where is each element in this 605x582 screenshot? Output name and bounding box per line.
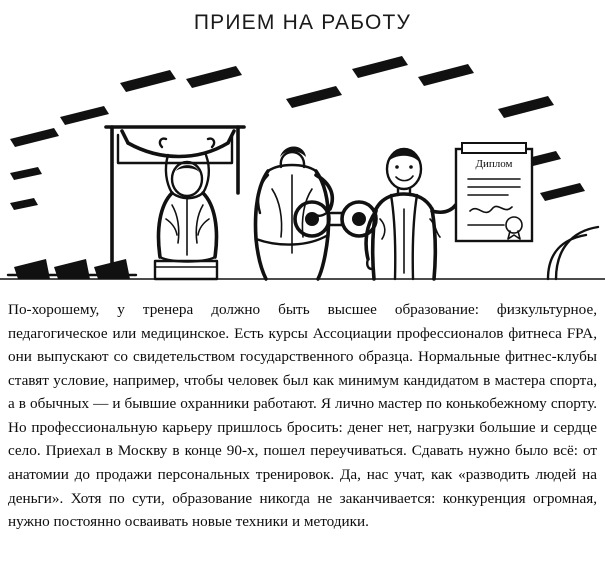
dumbbell — [295, 202, 376, 236]
diploma-label: Диплом — [475, 158, 513, 170]
trainer-with-diploma — [366, 149, 470, 279]
body-paragraph: По-хорошему, у тренера должно быть высшее образование: физкультурное, педагогическое или медицинское. Есть курсы Ассоциации профессионалов фитнеса FPA, они выпускают со свидетельством государственного образца. Нормальные фитнес-клубы ставят условие, например, чтобы человек был как минимум кандидатом в мастера спорта, а в обычных — и бывшие охранники работают. Я лично мастер по конькобежному спорту. Но профессиональную карьеру пришлось бросить: денег нет, нагрузки большие и сердце село. Приехал в Москву в конце 90-х, пошел переучиваться. Сдавать нужно было всё: от анатомии до продажи персональных тренировок. Да, нас учат, как «разводить людей на деньги». Хотя по сути, образование никогда не заканчивается: конкуренция огромная, нужно постоянно осваивать новые техники и методики. — [8, 301, 597, 531]
diploma — [456, 143, 532, 241]
page-title: ПРИЕМ НА РАБОТУ — [193, 11, 412, 34]
illustration-svg — [0, 43, 605, 288]
lat-pulldown-machine — [106, 127, 244, 279]
athlete-dumbbell — [256, 147, 333, 280]
side-equipment — [548, 227, 598, 279]
gym-trainer-illustration — [0, 43, 605, 288]
stacked-benches — [8, 259, 136, 279]
article-body — [0, 288, 605, 534]
